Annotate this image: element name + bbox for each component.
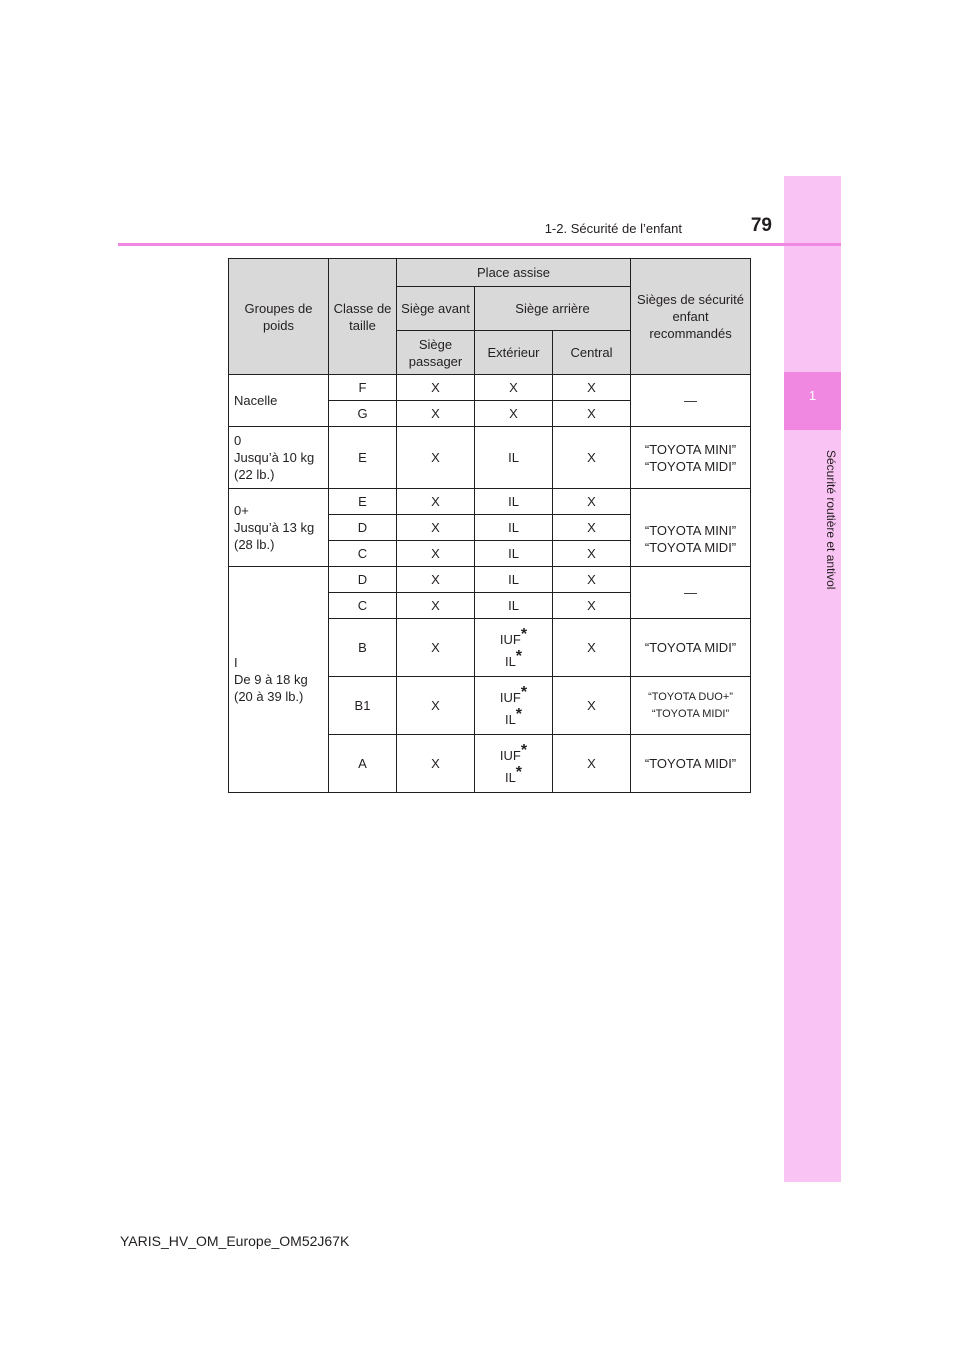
- outboard-cell: IL: [475, 515, 553, 541]
- group-weight-lb: (22 lb.): [234, 467, 275, 482]
- group-weight-lb: (20 à 39 lb.): [234, 689, 304, 704]
- outboard-cell: [475, 735, 553, 793]
- group-I: [229, 567, 329, 793]
- group-weight: De 9 à 18 kg: [234, 672, 308, 687]
- footnote-star: *: [520, 625, 528, 643]
- front-cell: X: [397, 567, 475, 593]
- recommended-mini: “TOYOTA MINI”: [644, 441, 737, 457]
- front-cell: X: [397, 735, 475, 793]
- size-cell: B: [329, 619, 397, 677]
- front-cell: X: [397, 619, 475, 677]
- outboard-cell: [475, 619, 553, 677]
- center-cell: X: [553, 677, 631, 735]
- size-cell: D: [329, 567, 397, 593]
- header-front-seat: Siège avant: [397, 287, 475, 331]
- size-cell: E: [329, 427, 397, 489]
- recommended-cell: [631, 489, 751, 567]
- recommended-midi: “TOYOTA MIDI”: [644, 540, 737, 555]
- front-cell: X: [397, 541, 475, 567]
- center-cell: X: [553, 489, 631, 515]
- iuf-label: IUF: [499, 747, 521, 763]
- front-cell: X: [397, 593, 475, 619]
- outboard-cell: X: [475, 375, 553, 401]
- outboard-cell: IL: [475, 567, 553, 593]
- table-row: [229, 567, 751, 593]
- table-row: [229, 375, 751, 401]
- footnote-star: *: [520, 741, 528, 759]
- header-rule: [118, 243, 841, 246]
- size-cell: A: [329, 735, 397, 793]
- side-strip: [784, 176, 841, 1182]
- recommended-cell: —: [631, 375, 751, 427]
- footnote-star: *: [515, 763, 523, 781]
- outboard-cell: IL: [475, 427, 553, 489]
- recommended-cell: “TOYOTA MIDI”: [631, 735, 751, 793]
- footnote-star: *: [515, 647, 523, 665]
- il-label: IL: [504, 769, 516, 785]
- document-code: YARIS_HV_OM_Europe_OM52J67K: [120, 1233, 350, 1249]
- group-label: I: [234, 655, 238, 670]
- header-passenger-seat: Siège passager: [397, 331, 475, 375]
- size-cell: F: [329, 375, 397, 401]
- footnote-star: *: [515, 705, 523, 723]
- center-cell: X: [553, 375, 631, 401]
- il-label: IL: [504, 711, 516, 727]
- center-cell: X: [553, 515, 631, 541]
- footnote-star: *: [520, 683, 528, 701]
- center-cell: X: [553, 735, 631, 793]
- il-label: IL: [504, 653, 516, 669]
- front-cell: X: [397, 677, 475, 735]
- recommended-midi: “TOYOTA MIDI”: [644, 458, 737, 474]
- size-cell: E: [329, 489, 397, 515]
- page-number: 79: [750, 215, 772, 236]
- size-cell: C: [329, 593, 397, 619]
- outboard-cell: IL: [475, 541, 553, 567]
- recommended-cell: “TOYOTA MIDI”: [631, 619, 751, 677]
- group-0plus: [229, 489, 329, 567]
- header-size-class: Classe de taille: [329, 259, 397, 375]
- outboard-cell: X: [475, 401, 553, 427]
- recommended-cell: [631, 427, 751, 489]
- iuf-label: IUF: [499, 689, 521, 705]
- chapter-label: Sécurité routière et antivol: [824, 450, 838, 590]
- group-label: 0+: [234, 503, 249, 518]
- group-weight: Jusqu’à 10 kg: [234, 450, 315, 465]
- header-outboard: Extérieur: [475, 331, 553, 375]
- outboard-cell: IL: [475, 593, 553, 619]
- recommended-mini: “TOYOTA MINI”: [644, 523, 737, 538]
- recommended-cell: [631, 677, 751, 735]
- group-0: [229, 427, 329, 489]
- iuf-label: IUF: [499, 631, 521, 647]
- header-group: Groupes de poids: [229, 259, 329, 375]
- table-row: [229, 427, 751, 489]
- center-cell: X: [553, 401, 631, 427]
- table-row: [229, 489, 751, 515]
- front-cell: X: [397, 375, 475, 401]
- header-seating-position: Place assise: [397, 259, 631, 287]
- size-cell: D: [329, 515, 397, 541]
- center-cell: X: [553, 593, 631, 619]
- header-recommended: Sièges de sécurité enfant recommandés: [631, 259, 751, 375]
- group-weight: Jusqu’à 13 kg: [234, 520, 315, 535]
- center-cell: X: [553, 541, 631, 567]
- front-cell: X: [397, 401, 475, 427]
- center-cell: X: [553, 619, 631, 677]
- front-cell: X: [397, 489, 475, 515]
- size-cell: C: [329, 541, 397, 567]
- recommended-cell: —: [631, 567, 751, 619]
- center-cell: X: [553, 427, 631, 489]
- chapter-number: 1: [808, 388, 817, 403]
- group-weight-lb: (28 lb.): [234, 537, 275, 552]
- outboard-cell: [475, 677, 553, 735]
- front-cell: X: [397, 515, 475, 541]
- recommended-duo-plus: “TOYOTA DUO+”: [648, 690, 733, 703]
- header-rear-seat: Siège arrière: [475, 287, 631, 331]
- header-center: Central: [553, 331, 631, 375]
- section-title: 1-2. Sécurité de l’enfant: [544, 221, 682, 236]
- center-cell: X: [553, 567, 631, 593]
- outboard-cell: IL: [475, 489, 553, 515]
- size-cell: B1: [329, 677, 397, 735]
- front-cell: X: [397, 427, 475, 489]
- recommended-midi: “TOYOTA MIDI”: [651, 707, 730, 720]
- group-label: 0: [234, 433, 242, 448]
- size-cell: G: [329, 401, 397, 427]
- group-nacelle: Nacelle: [229, 375, 329, 427]
- child-seat-table: [228, 258, 751, 793]
